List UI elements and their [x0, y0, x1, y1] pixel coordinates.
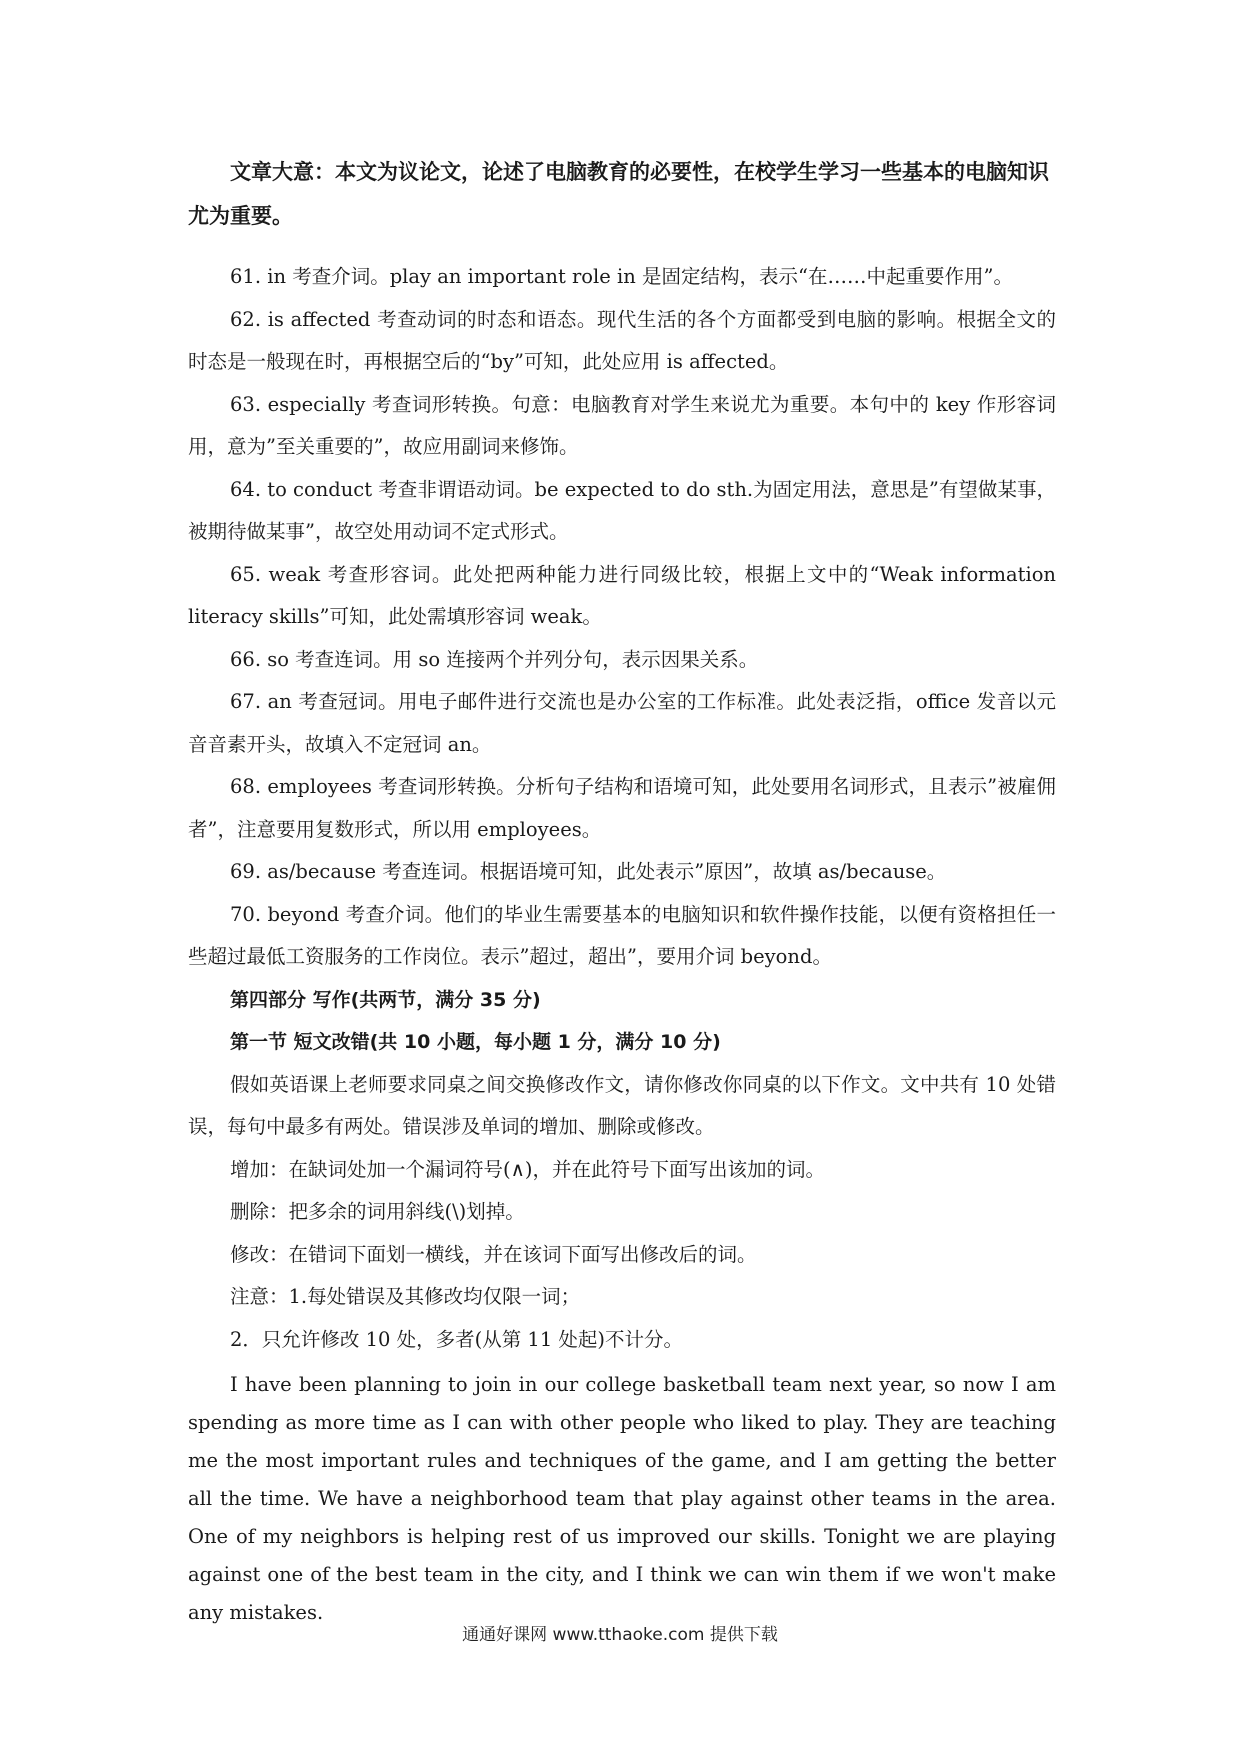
explanation-paragraph: 61. in 考查介词。play an important role in 是固定结构，表示“在……中起重要作用”。 — [230, 265, 1013, 288]
explanation-paragraph: 假如英语课上老师要求同桌之间交换修改作文，请你修改你同桌的以下作文。文中共有 10 处错误，每句中最多有两处。错误涉及单词的增加、删除或修改。 — [188, 1072, 1056, 1138]
explanation-paragraph: 70. beyond 考查介词。他们的毕业生需要基本的电脑知识和软件操作技能，以便有资格担任一些超过最低工资服务的工作岗位。表示”超过，超出”，要用介词 beyond。 — [188, 902, 1056, 968]
section-heading: 第一节 短文改错(共 10 小题，每小题 1 分，满分 10 分) — [230, 1031, 721, 1053]
error-correction-passage — [188, 1366, 1056, 1632]
explanation-paragraph: 69. as/because 考查连词。根据语境可知，此处表示”原因”，故填 as/because。 — [230, 860, 947, 883]
explanation-paragraph: 66. so 考查连词。用 so 连接两个并列分句，表示因果关系。 — [230, 647, 759, 671]
section-heading: 第四部分 写作(共两节，满分 35 分) — [230, 988, 541, 1011]
explanation-paragraph: 64. to conduct 考查非谓语动词。be expected to do sth.为固定用法，意思是”有望做某事，被期待做某事”，故空处用动词不定式形式。 — [188, 477, 1056, 543]
page-footer: 通通好课网 www.tthaoke.com 提供下载 — [462, 1625, 778, 1645]
explanation-paragraph: 修改：在错词下面划一横线，并在该词下面写出修改后的词。 — [230, 1242, 757, 1266]
explanation-paragraph: 2．只允许修改 10 处，多者(从第 11 处起)不计分。 — [230, 1327, 684, 1351]
explanation-paragraph: 68. employees 考查词形转换。分析句子结构和语境可知，此处要用名词形式，且表示”被雇佣者”，注意要用复数形式，所以用 employees。 — [188, 775, 1056, 841]
explanation-paragraph: 注意：1.每处错误及其修改均仅限一词； — [230, 1285, 581, 1308]
explanation-paragraph: 增加：在缺词处加一个漏词符号(∧)，并在此符号下面写出该加的词。 — [230, 1157, 825, 1181]
article-summary — [188, 150, 1056, 238]
explanation-paragraph: 67. an 考查冠词。用电子邮件进行交流也是办公室的工作标准。此处表泛指，office 发音以元音音素开头，故填入不定冠词 an。 — [188, 690, 1056, 756]
answer-explanations — [188, 256, 1056, 1361]
explanation-paragraph: 65. weak 考查形容词。此处把两种能力进行同级比较，根据上文中的“Weak information literacy skills”可知，此处需填形容词 weak。 — [188, 562, 1056, 628]
passage-text: I have been planning to join in our college basketball team next year, so now I am spending as more time as I can with other people who liked to play. They are teaching me the most important rules and techniques of the game, and I am getting the better all the time. We have a neighborhood team that play against other teams in the area. One of my neighbors is helping rest of us improved our skills. Tonight we are playing against one of the best team in the city, and I think we can win them if we won't make any mistakes. — [188, 1373, 1056, 1624]
explanation-paragraph: 63. especially 考查词形转换。句意：电脑教育对学生来说尤为重要。本句中的 key 作形容词用，意为”至关重要的”，故应用副词来修饰。 — [188, 392, 1056, 458]
summary-text: 文章大意：本文为议论文，论述了电脑教育的必要性，在校学生学习一些基本的电脑知识尤为重要。 — [188, 160, 1049, 228]
explanation-paragraph: 删除：把多余的词用斜线(\)划掉。 — [230, 1200, 525, 1223]
explanation-paragraph: 62. is affected 考查动词的时态和语态。现代生活的各个方面都受到电脑的影响。根据全文的时态是一般现在时，再根据空后的“by”可知，此处应用 is affected。 — [188, 307, 1056, 373]
